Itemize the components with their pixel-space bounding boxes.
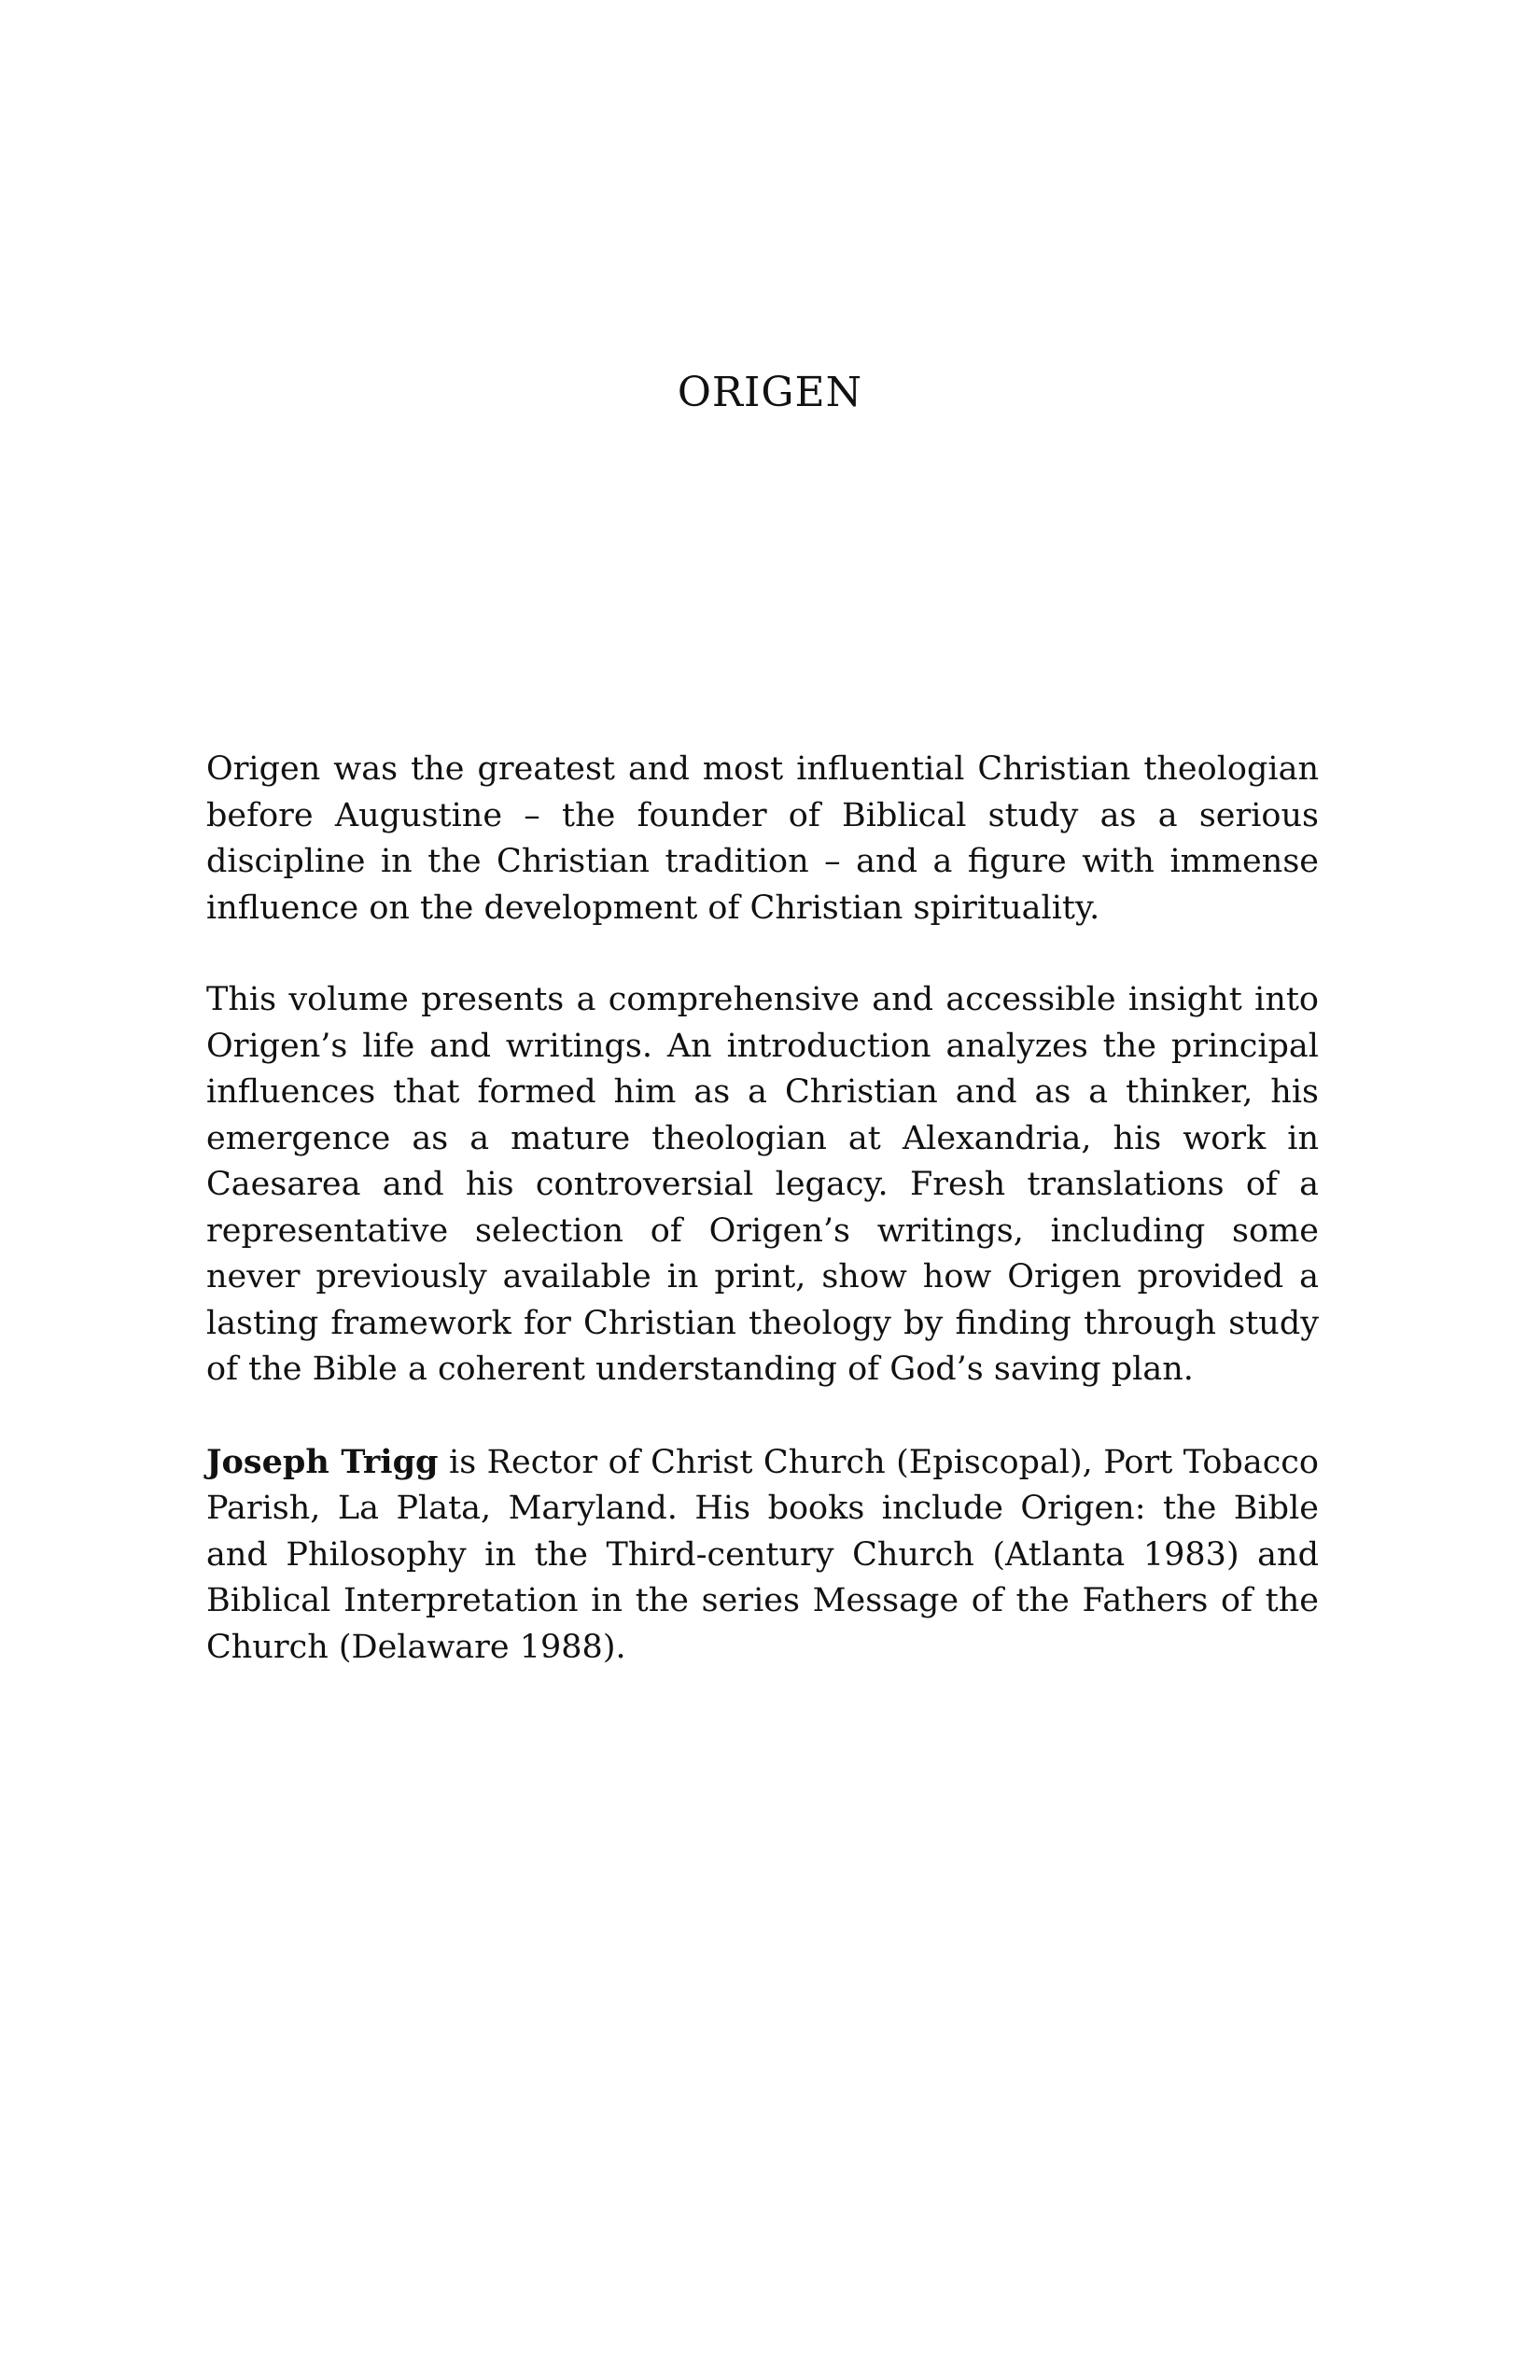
page-title: ORIGEN (677, 369, 863, 416)
volume-paragraph: This volume presents a comprehensive and accessible insight into Origen’s life and writings. An introduction analyzes the principal influences that formed him as a Christian and as a thinker, his emergence as a mature theologian at Alexandria, his work in Caesarea and his controversial legacy. Fresh translations of a representative selection of Origen’s writings, including some never previously available in print, show how Origen provided a lasting framework for Christian theology by finding through study of the Bible a coherent understanding of God’s saving plan. (206, 981, 1319, 1388)
intro-paragraph: Origen was the greatest and most influential Christian theologian before Augustine – the founder of Biblical study as a serious discipline in the Christian tradition – and a figure with immense influence on the development of Christian spirituality. (206, 750, 1319, 927)
author-bio: is Rector of Christ Church (Episcopal), Port Tobacco Parish, La Plata, Maryland. His books include Origen: the Bible and Philosophy in the Third-century Church (Atlanta 1983) and Biblical Interpretation in the series Message of the Fathers of the Church (Delaware 1988). (206, 1443, 1319, 1666)
author-name: Joseph Trigg (206, 1442, 439, 1481)
author-paragraph (206, 1439, 1319, 1672)
description-body (206, 747, 1319, 1671)
